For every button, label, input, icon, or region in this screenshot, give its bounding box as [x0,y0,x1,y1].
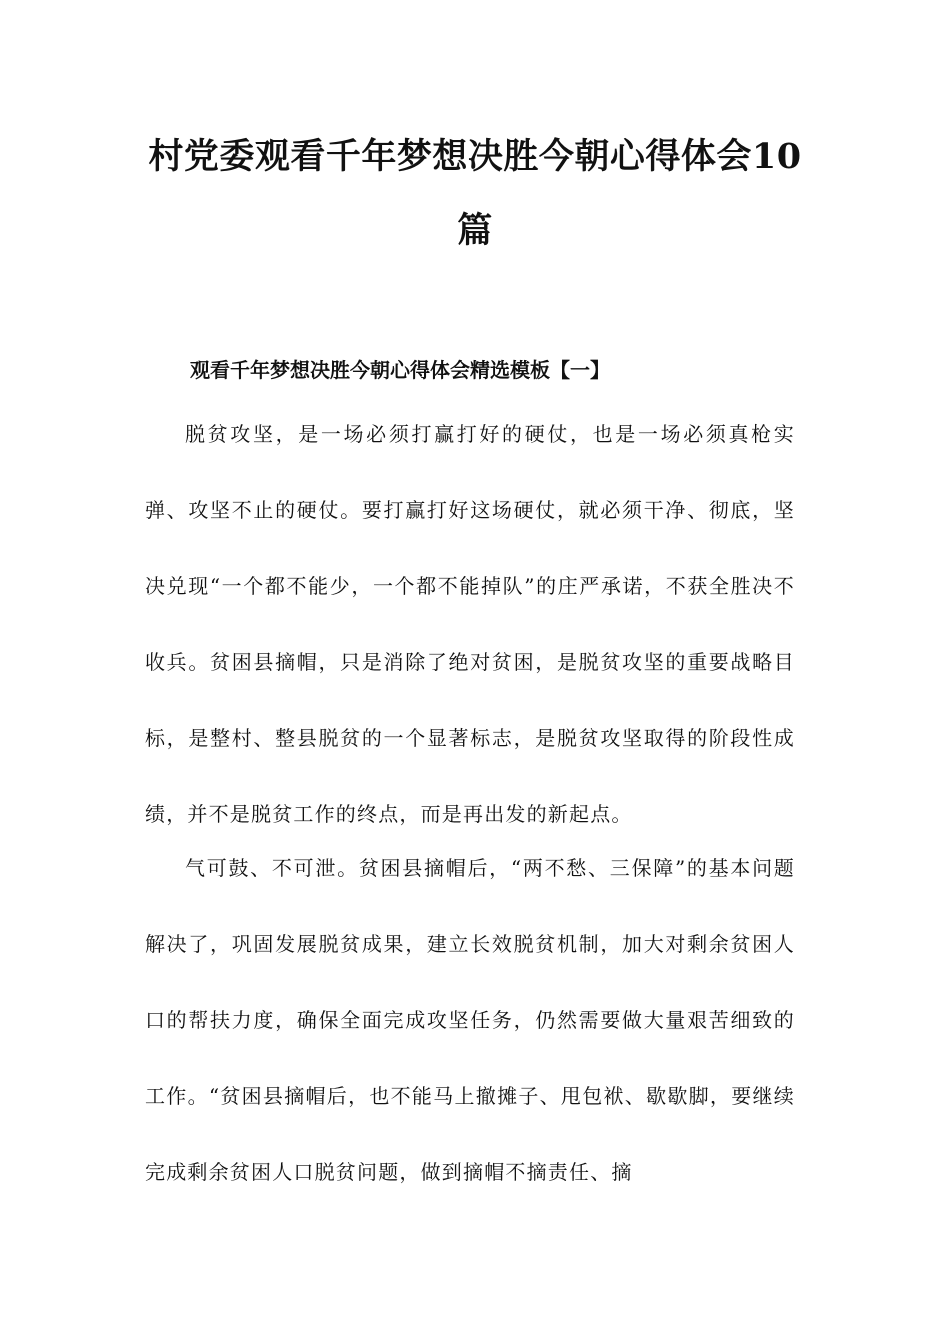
section-heading: 观看千年梦想决胜今朝心得体会精选模板【一】 [190,358,610,382]
body-paragraph-2: 气可鼓、不可泄。贫困县摘帽后，“两不愁、三保障”的基本问题解决了，巩固发展脱贫成果，建立长效脱贫机制，加大对剩余贫困人口的帮扶力度，确保全面完成攻坚任务，仍然需要做大量艰苦细致的工作。“贫困县摘帽后，也不能马上撤摊子、甩包袱、歇歇脚，要继续完成剩余贫困人口脱贫问题，做到摘帽不摘责任、摘 [145,856,795,1184]
body-paragraph-1: 脱贫攻坚，是一场必须打赢打好的硬仗，也是一场必须真枪实弹、攻坚不止的硬仗。要打赢打好这场硬仗，就必须干净、彻底，坚决兑现“一个都不能少，一个都不能掉队”的庄严承诺，不获全胜决不收兵。贫困县摘帽，只是消除了绝对贫困，是脱贫攻坚的重要战略目标，是整村、整县脱贫的一个显著标志，是脱贫攻坚取得的阶段性成绩，并不是脱贫工作的终点，而是再出发的新起点。 [145,422,795,826]
document-title: 村党委观看千年梦想决胜今朝心得体会10篇 [148,136,802,251]
